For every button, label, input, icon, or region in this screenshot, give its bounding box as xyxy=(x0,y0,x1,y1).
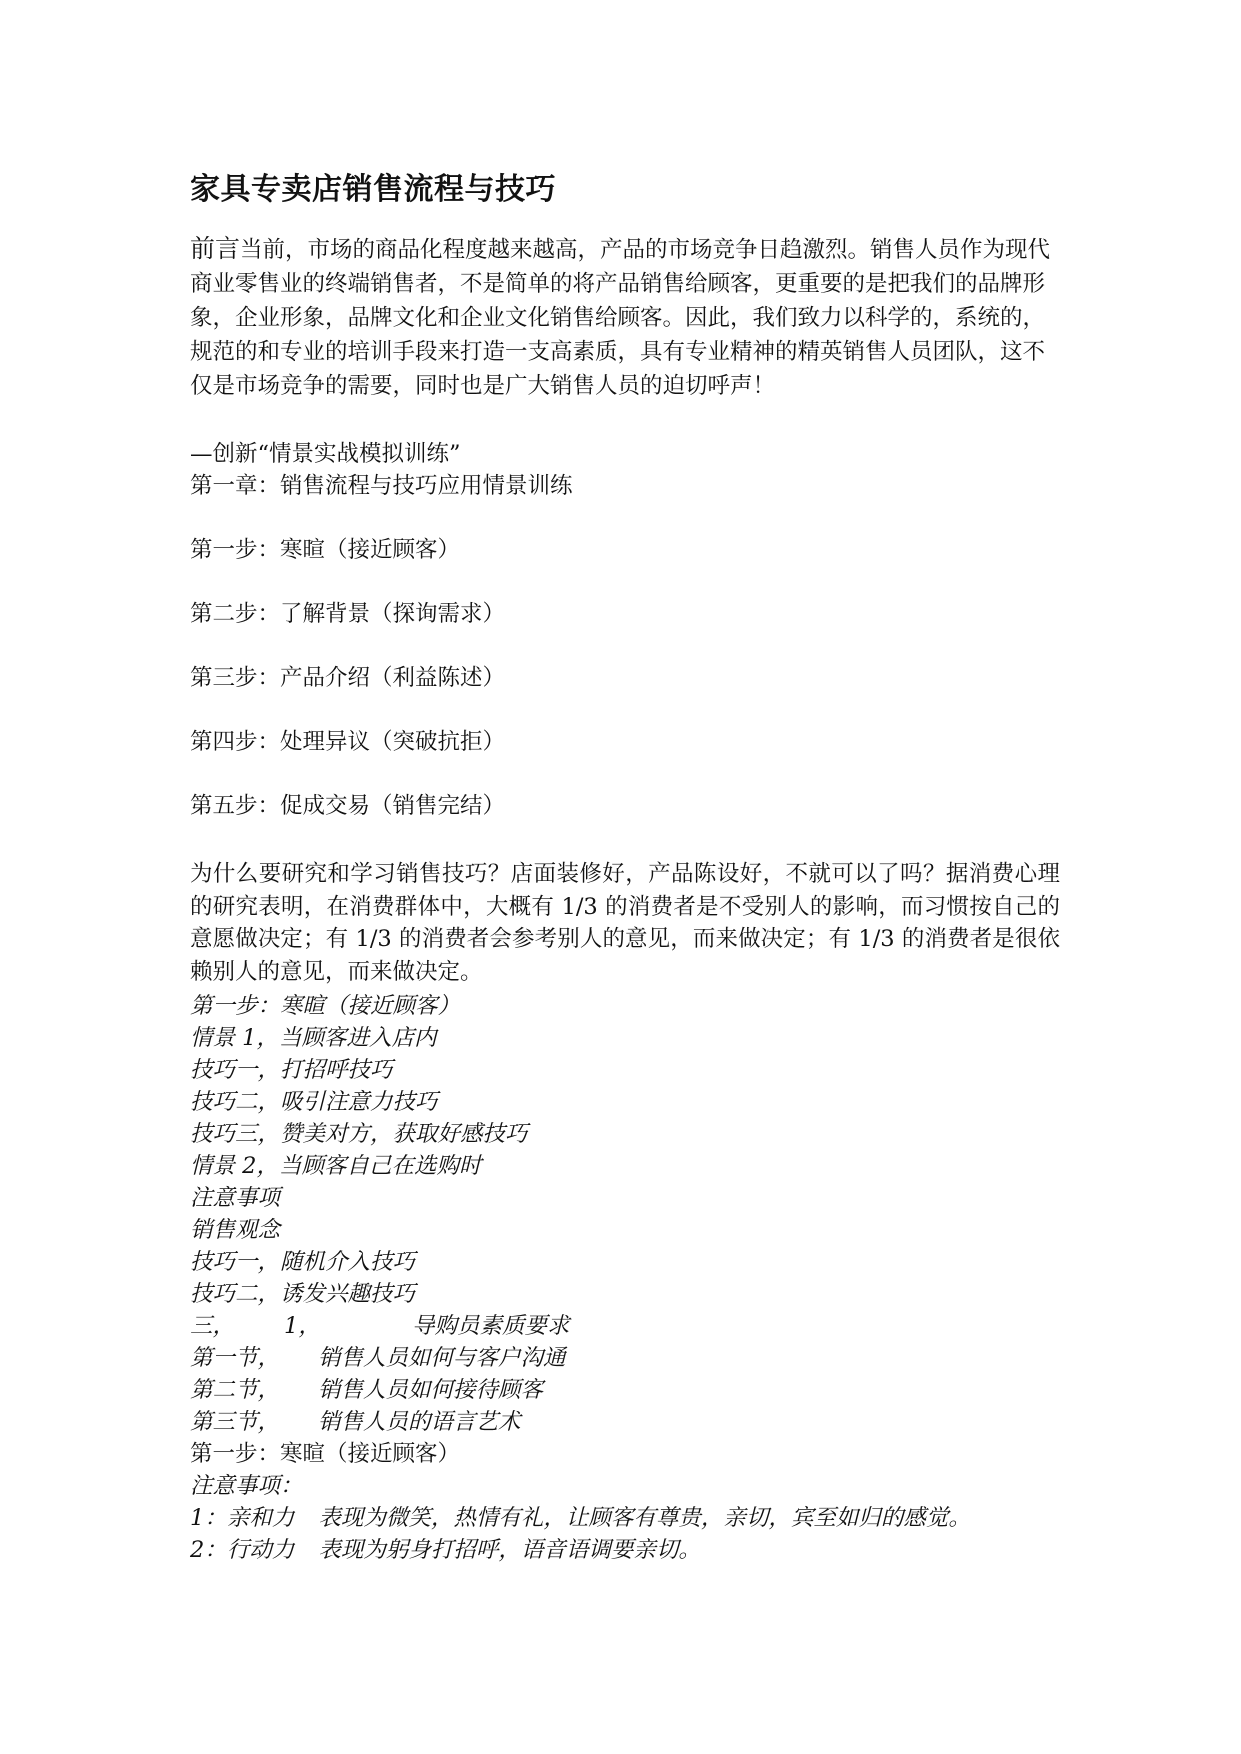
outline-item: 技巧二，吸引注意力技巧 xyxy=(190,1089,438,1115)
step-heading-repeat: 第一步：寒暄（接近顾客） xyxy=(190,1441,461,1467)
section-text: 销售人员如何接待顾客 xyxy=(318,1377,544,1403)
section-text: 销售人员如何与客户沟通 xyxy=(318,1345,566,1371)
note-item xyxy=(190,1532,701,1564)
section-number: 第三节， xyxy=(190,1409,281,1435)
note-item xyxy=(190,1500,971,1532)
outline-item: 技巧一，随机介入技巧 xyxy=(190,1249,416,1275)
why-paragraph: 为什么要研究和学习销售技巧？店面装修好，产品陈设好，不就可以了吗？据消费心理的研究表明，在消费群体中，大概有 1/3 的消费者是不受别人的影响，而习惯按自己的意愿做决定；有 1/3 的消费者会参考别人的意见，而来做决定；有 1/3 的消费者是很依赖别人的意见，而来做决定。 xyxy=(190,861,1060,985)
outline-item: 情景 1，当顾客进入店内 xyxy=(190,1025,437,1051)
outline-item: 第一步：寒暄（接近顾客） xyxy=(190,993,461,1019)
intro-text: 当前，市场的商品化程度越来越高，产品的市场竞争日趋激烈。销售人员作为现代商业零售业的终端销售者，不是简单的将产品销售给顾客，更重要的是把我们的品牌形象，企业形象，品牌文化和企业文化销售给顾客。因此，我们致力以科学的，系统的，规范的和专业的培训手段来打造一支高素质，具有专业精神的精英销售人员团队，这不仅是市场竞争的需要，同时也是广大销售人员的迫切呼声！ xyxy=(190,237,1051,399)
note-text: 表现为微笑，热情有礼，让顾客有尊贵，亲切，宾至如归的感觉。 xyxy=(318,1505,971,1531)
intro-paragraph xyxy=(190,232,1060,403)
note-text: 表现为躬身打招呼，语音语调要亲切。 xyxy=(318,1537,701,1563)
document-title: 家具专卖店销售流程与技巧 xyxy=(190,172,556,207)
note-number: 1：亲和力 xyxy=(190,1505,295,1531)
outline-row-c: 导购员素质要求 xyxy=(412,1313,570,1339)
outline-item: 技巧一，打招呼技巧 xyxy=(190,1057,393,1083)
step-item: 第五步：促成交易（销售完结） xyxy=(190,793,506,819)
outline-item: 情景 2，当顾客自己在选购时 xyxy=(190,1153,482,1179)
step-item: 第三步：产品介绍（利益陈述） xyxy=(190,665,506,691)
section-number: 第二节， xyxy=(190,1377,281,1403)
step-item: 第一步：寒暄（接近顾客） xyxy=(190,537,461,563)
step-item: 第四步：处理异议（突破抗拒） xyxy=(190,729,506,755)
section-text: 销售人员的语言艺术 xyxy=(318,1409,521,1435)
outline-row-a: 三， xyxy=(190,1313,236,1339)
subtitle-line: —创新“情景实战模拟训练” xyxy=(190,441,461,467)
intro-lead: 前言 xyxy=(190,234,241,263)
section-item xyxy=(190,1372,543,1404)
outline-item: 技巧二，诱发兴趣技巧 xyxy=(190,1281,416,1307)
section-item xyxy=(190,1340,566,1372)
outline-item: 注意事项 xyxy=(190,1185,281,1211)
outline-row-b: 1， xyxy=(284,1313,321,1339)
chapter-heading: 第一章：销售流程与技巧应用情景训练 xyxy=(190,473,573,499)
notes-heading: 注意事项： xyxy=(190,1473,303,1499)
step-item: 第二步：了解背景（探询需求） xyxy=(190,601,506,627)
outline-item: 销售观念 xyxy=(190,1217,281,1243)
section-number: 第一节， xyxy=(190,1345,281,1371)
outline-item: 技巧三，赞美对方，获取好感技巧 xyxy=(190,1121,528,1147)
outline-row xyxy=(190,1308,570,1340)
note-number: 2：行动力 xyxy=(190,1537,295,1563)
section-item xyxy=(190,1404,521,1436)
